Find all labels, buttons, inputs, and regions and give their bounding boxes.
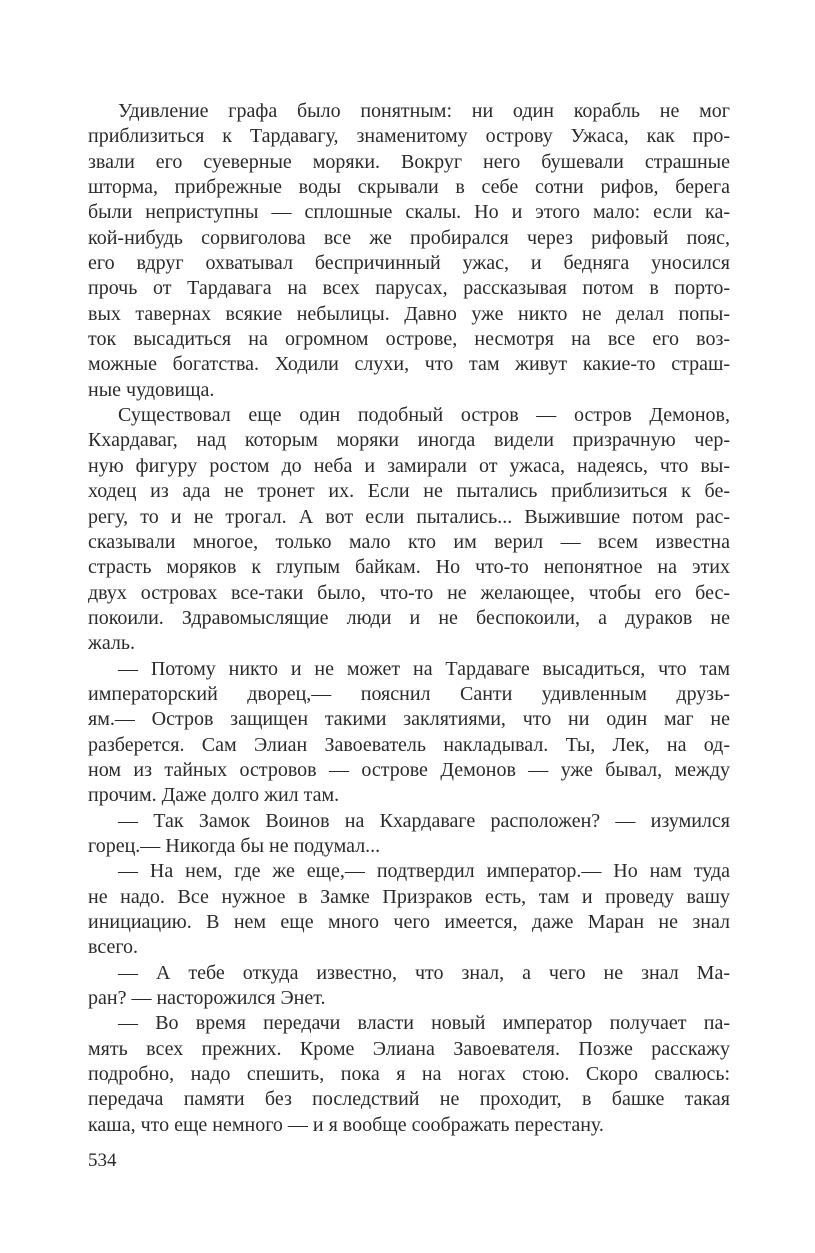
text-line: каша, что еще немного — и я вообще соображать перестану. bbox=[88, 1113, 604, 1136]
text-line: кой-нибудь сорвиголова все же пробирался через рифовый пояс, bbox=[88, 226, 730, 249]
text-line: инициацию. В нем еще много чего имеется, даже Маран не знал bbox=[88, 911, 730, 933]
text-line: сказывали многое, только мало кто им верил — всем известна bbox=[88, 530, 730, 553]
text-line: Удивление графа было понятным: ни один корабль не мог bbox=[118, 100, 730, 122]
text-line: ную фигуру ростом до неба и замирали от ужаса, надеясь, что вы- bbox=[88, 454, 730, 477]
text-line: передача памяти без последствий не проходит, в башке такая bbox=[88, 1088, 730, 1111]
text-line: Кхардаваг, над которым моряки иногда видели призрачную чер- bbox=[88, 429, 730, 452]
page-number: 534 bbox=[88, 1150, 117, 1171]
text-line: Существовал еще один подобный остров — остров Демонов, bbox=[118, 404, 730, 427]
text-line: подробно, надо спешить, пока я на ногах стою. Скоро свалюсь: bbox=[88, 1063, 730, 1086]
text-line: ток высадиться на огромном острове, несмотря на все его воз- bbox=[88, 328, 730, 351]
text-line: ям.— Остров защищен такими заклятиями, что ни один маг не bbox=[88, 708, 730, 731]
text-line: — Во время передачи власти новый император получает па- bbox=[118, 1012, 730, 1035]
text-line: страсть моряков к глупым байкам. Но что-то непонятное на этих bbox=[88, 556, 730, 579]
text-line: — На нем, где же еще,— подтвердил император.— Но нам туда bbox=[118, 860, 730, 883]
text-line: ран? — насторожился Энет. bbox=[88, 987, 326, 1010]
text-line: жаль. bbox=[88, 632, 135, 655]
text-line: ном из тайных островов — острове Демонов — уже бывал, между bbox=[88, 758, 730, 781]
text-line: горец.— Никогда бы не подумал... bbox=[88, 834, 381, 857]
text-line: вых тавернах всякие небылицы. Давно уже никто не делал попы- bbox=[88, 302, 730, 325]
text-line: звали его суеверные моряки. Вокруг него бушевали страшные bbox=[88, 150, 730, 173]
text-line: двух островах все-таки было, что-то не желающее, чтобы его бес- bbox=[88, 581, 730, 604]
text-line: разберется. Сам Элиан Завоеватель накладывал. Ты, Лек, на од- bbox=[88, 733, 730, 756]
text-line: его вдруг охватывал беспричинный ужас, и бедняга уносился bbox=[88, 252, 730, 275]
text-line: прочим. Даже долго жил там. bbox=[88, 784, 340, 807]
text-line: — А тебе откуда известно, что знал, а чего не знал Ма- bbox=[118, 961, 730, 984]
text-line: покоили. Здравомыслящие люди и не беспокоили, а дураков не bbox=[88, 606, 730, 629]
text-line: не надо. Все нужное в Замке Призраков есть, там и проведу вашу bbox=[88, 885, 730, 908]
text-line: регу, то и не трогал. А вот если пытались... Выжившие потом рас- bbox=[88, 505, 730, 528]
text-line: прочь от Тардавага на всех парусах, рассказывая потом в порто- bbox=[88, 277, 730, 300]
text-line: — Так Замок Воинов на Кхардаваге расположен? — изумился bbox=[118, 809, 730, 832]
text-line: всего. bbox=[88, 936, 139, 959]
text-line: шторма, прибрежные воды скрывали в себе сотни рифов, берега bbox=[88, 176, 730, 199]
text-line: приблизиться к Тардавагу, знаменитому острову Ужаса, как про- bbox=[88, 125, 730, 148]
text-line: были неприступны — сплошные скалы. Но и этого мало: если ка- bbox=[88, 201, 730, 224]
text-line: императорский дворец,— пояснил Санти удивленным друзь- bbox=[88, 682, 730, 705]
text-line: мять всех прежних. Кроме Элиана Завоевателя. Позже расскажу bbox=[88, 1037, 730, 1060]
body-text bbox=[88, 99, 730, 1138]
text-line: ходец из ада не тронет их. Если не пытались приблизиться к бе- bbox=[88, 480, 730, 503]
text-line: ные чудовища. bbox=[88, 378, 215, 401]
text-line: — Потому никто и не может на Тардаваге высадиться, что там bbox=[118, 657, 730, 680]
text-line: можные богатства. Ходили слухи, что там живут какие-то страш- bbox=[88, 353, 730, 376]
